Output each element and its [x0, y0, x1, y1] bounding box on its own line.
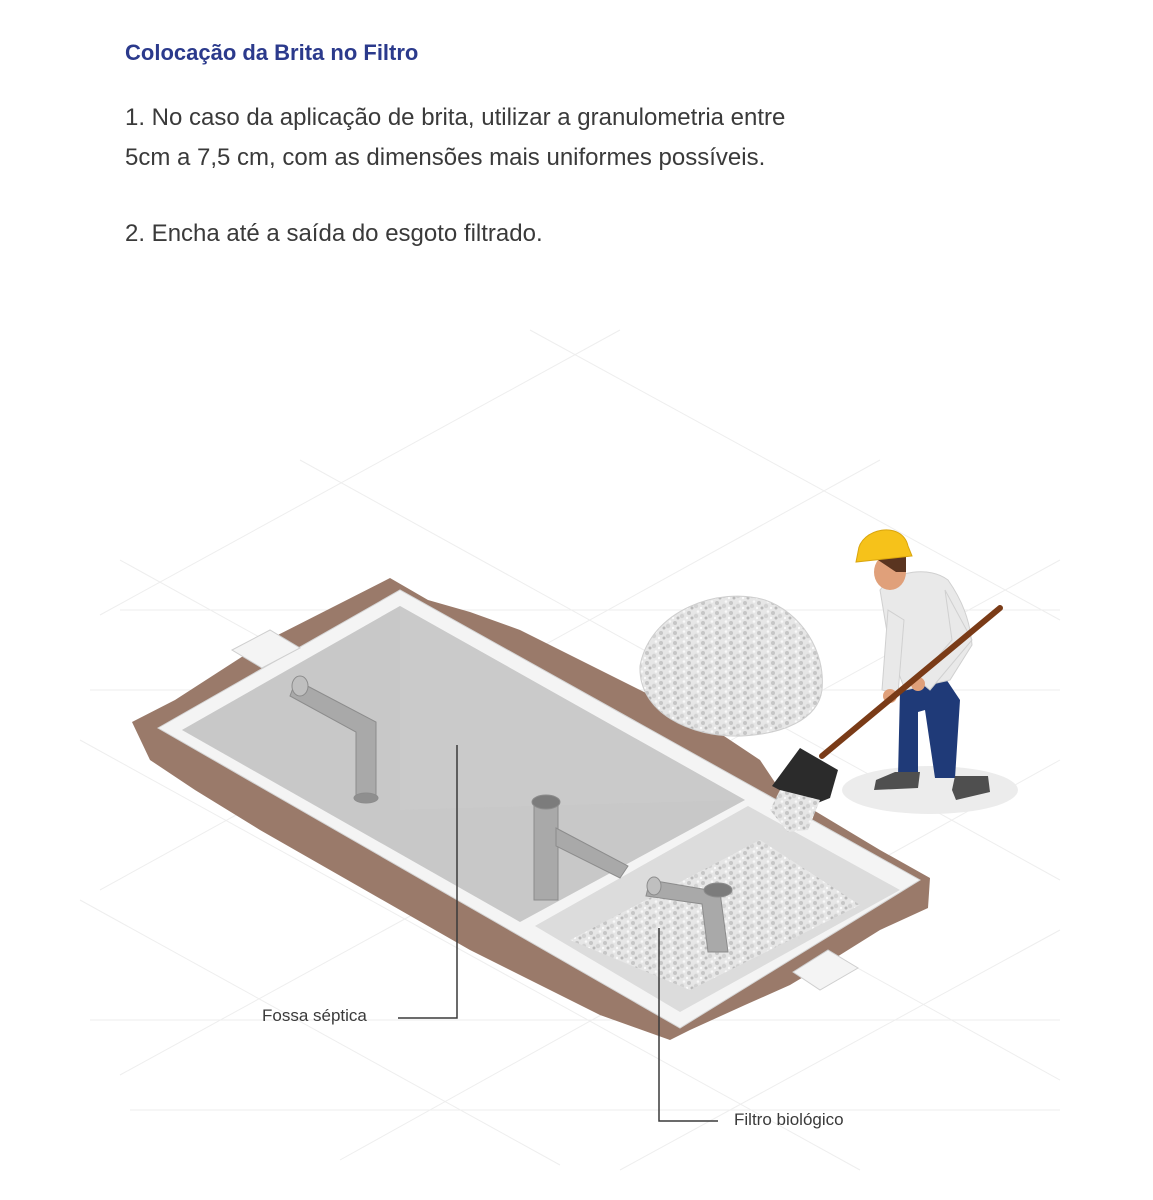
gravel-pile — [640, 596, 822, 736]
biological-filter-label: Filtro biológico — [734, 1110, 844, 1129]
instruction-2-line-1: 2. Encha até a saída do esgoto filtrado. — [125, 220, 543, 247]
septic-tank-label: Fossa séptica — [262, 1006, 367, 1025]
instruction-1-line-2: 5cm a 7,5 cm, com as dimensões mais uniformes possíveis. — [125, 144, 766, 171]
instruction-1 — [125, 98, 945, 178]
instruction-2 — [125, 214, 945, 254]
page-title: Colocação da Brita no Filtro — [125, 40, 419, 65]
installation-illustration — [0, 300, 1153, 1200]
instruction-1-line-1: 1. No caso da aplicação de brita, utilizar a granulometria entre — [125, 104, 786, 131]
